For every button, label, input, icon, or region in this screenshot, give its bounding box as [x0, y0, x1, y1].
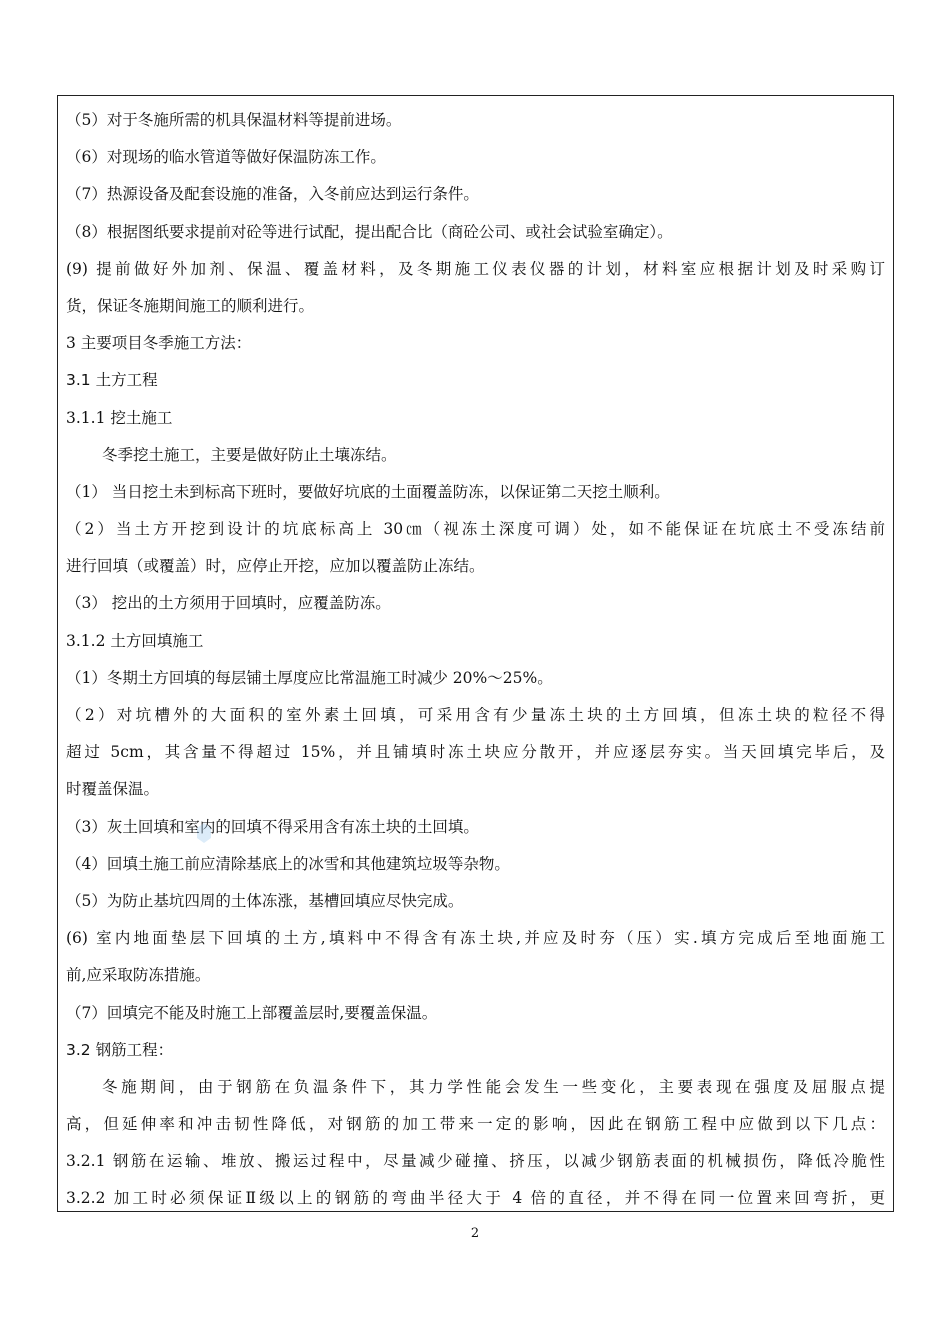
text-line: （3） 挖出的土方须用于回填时，应覆盖防冻。: [66, 594, 391, 613]
text-line: （7）热源设备及配套设施的准备，入冬前应达到运行条件。: [66, 185, 479, 204]
text-line: （1）冬期土方回填的每层铺土厚度应比常温施工时减少 20%～25%。: [66, 668, 553, 687]
document-body: [66, 102, 885, 1218]
text-line: （3）灰土回填和室内的回填不得采用含有冻土块的土回填。: [66, 817, 479, 836]
page-number: 2: [470, 1226, 480, 1241]
text-line: 3.1.1 挖土施工: [66, 408, 173, 427]
text-line: 3.2.2 加工时必须保证Ⅱ级以上的钢筋的弯曲半径大于 4 倍的直径，并不得在同一位置来回弯折，更: [66, 1189, 885, 1208]
text-line: 冬施期间，由于钢筋在负温条件下，其力学性能会发生一些变化，主要表现在强度及屈服点提: [102, 1077, 885, 1096]
text-line: （8）根据图纸要求提前对砼等进行试配，提出配合比（商砼公司、或社会试验室确定）。: [66, 222, 673, 241]
text-line: 3.2 钢筋工程：: [66, 1040, 174, 1059]
text-line: 前,应采取防冻措施。: [66, 966, 211, 985]
text-line: （7）回填完不能及时施工上部覆盖层时,要覆盖保温。: [66, 1003, 438, 1022]
text-line: （1） 当日挖土未到标高下班时，要做好坑底的土面覆盖防冻，以保证第二天挖土顺利。: [66, 482, 670, 501]
text-line: 时覆盖保温。: [66, 780, 160, 799]
text-line: 货，保证冬施期间施工的顺利进行。: [66, 296, 315, 315]
text-line: 3.1.2 土方回填施工: [66, 631, 204, 650]
text-line: （5）为防止基坑四周的土体冻涨，基槽回填应尽快完成。: [66, 891, 464, 910]
content-table-border: [57, 95, 894, 1212]
text-line: （5）对于冬施所需的机具保温材料等提前进场。: [66, 111, 402, 129]
text-line: (9) 提前做好外加剂、保温、覆盖材料，及冬期施工仪表仪器的计划，材料室应根据计划及时采购订: [66, 259, 885, 278]
text-line: 冬季挖土施工，主要是做好防止土壤冻结。: [102, 445, 397, 464]
text-line: 进行回填（或覆盖）时，应停止开挖，应加以覆盖防止冻结。: [66, 557, 485, 576]
text-line: （6）对现场的临水管道等做好保温防冻工作。: [66, 148, 386, 167]
text-line: (6) 室内地面垫层下回填的土方,填料中不得含有冻土块,并应及时夯（压）实.填方完成后至地面施工: [66, 929, 885, 948]
watermark-icon: [196, 822, 212, 844]
text-line: 3.1 土方工程: [66, 371, 158, 390]
text-line: （4）回填土施工前应清除基底上的冰雪和其他建筑垃圾等杂物。: [66, 854, 510, 873]
text-line: 3 主要项目冬季施工方法：: [66, 334, 252, 353]
text-line: 3.2.1 钢筋在运输、堆放、搬运过程中，尽量减少碰撞、挤压，以减少钢筋表面的机械损伤，降低冷脆性: [66, 1152, 885, 1171]
text-line: （2）对坑槽外的大面积的室外素土回填，可采用含有少量冻土块的土方回填，但冻土块的粒径不得: [66, 706, 885, 724]
text-line: 高，但延伸率和冲击韧性降低，对钢筋的加工带来一定的影响，因此在钢筋工程中应做到以下几点：: [66, 1115, 885, 1134]
text-line: （2）当土方开挖到设计的坑底标高上 30㎝（视冻土深度可调）处，如不能保证在坑底土不受冻结前: [66, 520, 885, 539]
text-line: 超过 5cm，其含量不得超过 15%，并且铺填时冻土块应分散开，并应逐层夯实。当天回填完毕后，及: [66, 743, 885, 762]
